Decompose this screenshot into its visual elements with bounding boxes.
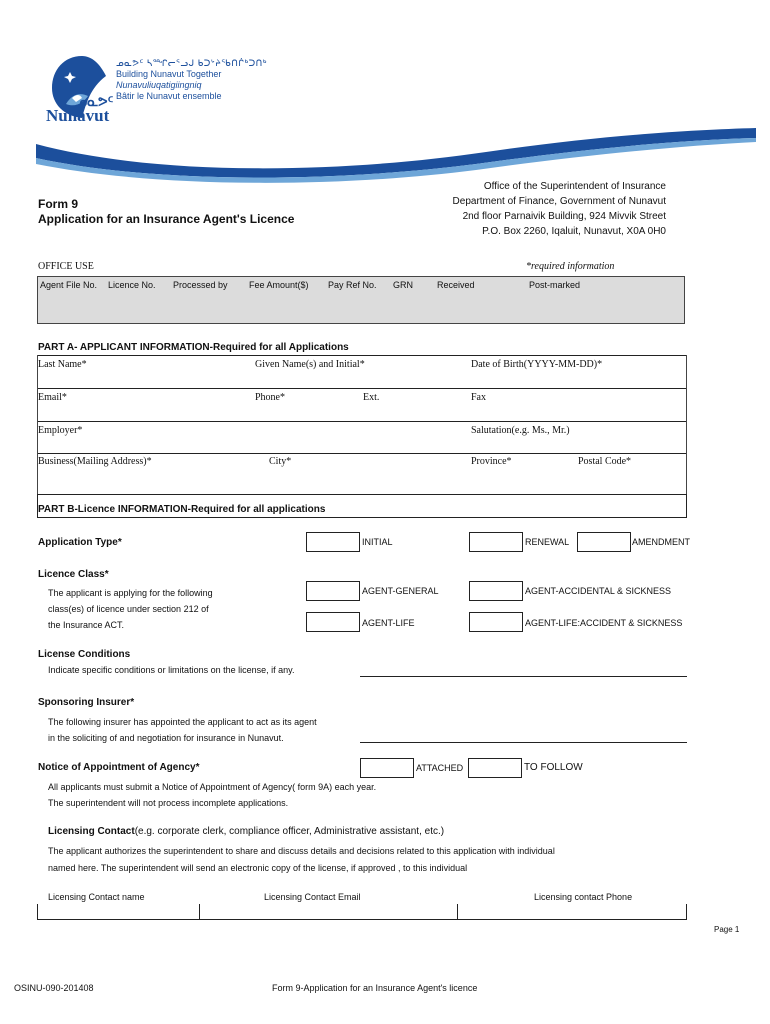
renewal-checkbox[interactable]	[469, 532, 523, 552]
postal-code-field[interactable]: Postal Code*	[578, 456, 632, 467]
office-address	[453, 179, 666, 239]
logo-line-en: Building Nunavut Together	[116, 69, 222, 79]
col-agent-file-no: Agent File No.	[40, 280, 98, 290]
office-line-4: P.O. Box 2260, Iqaluit, Nunavut, X0A 0H0	[482, 226, 666, 237]
contact-phone-field[interactable]: Licensing contact Phone	[534, 892, 633, 902]
licence-conditions-desc: Indicate specific conditions or limitations on the license, if any.	[48, 665, 295, 675]
initial-checkbox[interactable]	[306, 532, 360, 552]
part-b-right-rule	[686, 494, 687, 518]
logo-wordmark: Nunavut	[46, 106, 110, 125]
fax-field[interactable]: Fax	[471, 392, 486, 403]
licensing-contact-desc-1: The applicant authorizes the superintendent to share and discuss details and decisions related to this application with individual	[48, 846, 555, 856]
col-post-marked: Post-marked	[529, 280, 581, 290]
attached-label: ATTACHED	[416, 763, 464, 773]
renewal-label: RENEWAL	[525, 537, 570, 547]
to-follow-label: TO FOLLOW	[524, 762, 583, 773]
nunavut-logo	[36, 52, 756, 182]
part-b-title: PART B-Licence INFORMATION-Required for all applications	[38, 504, 326, 515]
province-field[interactable]: Province*	[471, 456, 512, 467]
agent-life-acc-label: AGENT-LIFE:ACCIDENT & SICKNESS	[525, 618, 683, 628]
phone-field[interactable]: Phone*	[255, 392, 285, 403]
col-licence-no: Licence No.	[108, 280, 156, 290]
sponsoring-insurer-input-line[interactable]	[360, 742, 687, 743]
contact-left-rule	[37, 904, 38, 920]
part-b-left-rule	[37, 494, 38, 518]
contact-email-field[interactable]: Licensing Contact Email	[264, 892, 361, 902]
ext-field[interactable]: Ext.	[363, 392, 380, 403]
sponsoring-insurer-desc-1: The following insurer has appointed the applicant to act as its agent	[48, 717, 317, 727]
salutation-field[interactable]: Salutation(e.g. Ms., Mr.)	[471, 425, 570, 436]
agent-life-label: AGENT-LIFE	[362, 618, 415, 628]
notice-label: Notice of Appointment of Agency*	[38, 762, 200, 773]
sponsoring-insurer-label: Sponsoring Insurer*	[38, 697, 135, 708]
logo-syllabics: ᓄᓇᕗᑦ ᓴᙱᓕᕐᓗᒍ ᑲᑐᔾᔨᖃᑎᒌᒃᑐᑎᒃ	[116, 58, 267, 68]
contact-name-field[interactable]: Licensing Contact name	[48, 892, 145, 902]
required-note: *required information	[526, 261, 615, 272]
applicant-info-grid	[37, 355, 687, 495]
licensing-contact-label: Licensing Contact	[48, 826, 135, 837]
form-title: Application for an Insurance Agent's Licence	[38, 212, 295, 226]
notice-desc-2: The superintendent will not process incomplete applications.	[48, 798, 289, 808]
employer-field[interactable]: Employer*	[38, 425, 83, 436]
col-grn: GRN	[393, 280, 413, 290]
email-field[interactable]: Email*	[38, 392, 67, 403]
col-processed-by: Processed by	[173, 280, 228, 290]
office-use-table	[37, 276, 685, 324]
contact-divider-1	[199, 904, 200, 920]
contact-right-rule	[686, 904, 687, 920]
notice-desc	[48, 779, 376, 811]
licence-conditions-input-line[interactable]	[360, 676, 687, 677]
form-code: OSINU-090-201408	[14, 983, 94, 993]
office-line-3: 2nd floor Parnaivik Building, 924 Mivvik Street	[462, 211, 666, 222]
contact-divider-2	[457, 904, 458, 920]
agent-general-checkbox[interactable]	[306, 581, 360, 601]
agent-acc-sick-label: AGENT-ACCIDENTAL & SICKNESS	[525, 586, 672, 596]
form-number: Form 9	[38, 197, 79, 211]
city-field[interactable]: City*	[269, 456, 292, 467]
col-pay-ref-no: Pay Ref No.	[328, 280, 377, 290]
logo-line-iu: Nunavuliuqatigiingniq	[116, 80, 202, 90]
sponsoring-insurer-desc	[48, 714, 317, 746]
page-number: Page 1	[714, 925, 740, 934]
col-received: Received	[437, 280, 475, 290]
col-fee-amount: Fee Amount($)	[249, 280, 309, 290]
agent-acc-sick-checkbox[interactable]	[469, 581, 523, 601]
agent-life-acc-checkbox[interactable]	[469, 612, 523, 632]
agent-life-checkbox[interactable]	[306, 612, 360, 632]
initial-label: INITIAL	[362, 537, 393, 547]
to-follow-checkbox[interactable]	[468, 758, 522, 778]
part-a-title: PART A- APPLICANT INFORMATION-Required for all Applications	[38, 342, 349, 353]
licence-class-label: Licence Class*	[38, 569, 109, 580]
given-names-field[interactable]: Given Name(s) and Initial*	[255, 359, 365, 370]
notice-desc-1: All applicants must submit a Notice of Appointment of Agency( form 9A) each year.	[48, 782, 377, 792]
application-type-label: Application Type*	[38, 537, 122, 548]
amendment-checkbox[interactable]	[577, 532, 631, 552]
office-line-1: Office of the Superintendent of Insurance	[483, 181, 666, 192]
agent-general-label: AGENT-GENERAL	[362, 586, 439, 596]
licensing-contact-desc-2: named here. The superintendent will send an electronic copy of the license, if approved , to this individual	[48, 863, 468, 873]
blue-swoosh-icon	[36, 124, 756, 184]
licence-conditions-label: License Conditions	[38, 649, 131, 660]
licence-class-desc-1: The applicant is applying for the following	[48, 588, 213, 598]
dob-field[interactable]: Date of Birth(YYYY-MM-DD)*	[471, 359, 603, 370]
part-b-rule	[37, 517, 687, 518]
logo-wordmark-syllabics: ᓄᓇᕗᑦ	[76, 94, 114, 109]
last-name-field[interactable]: Last Name*	[38, 359, 87, 370]
attached-checkbox[interactable]	[360, 758, 414, 778]
licensing-contact-label-rest: (e.g. corporate clerk, compliance officer, Administrative assistant, etc.)	[134, 826, 445, 837]
footer-title: Form 9-Application for an Insurance Agent's licence	[272, 983, 478, 993]
licence-class-desc	[48, 585, 213, 633]
office-use-label: OFFICE USE	[38, 261, 94, 272]
licence-class-desc-2: class(es) of licence under section 212 of	[48, 604, 209, 614]
licensing-contact-heading	[48, 826, 444, 837]
business-address-field[interactable]: Business(Mailing Address)*	[38, 456, 152, 467]
office-line-2: Department of Finance, Government of Nunavut	[452, 196, 666, 207]
contact-bottom-rule	[37, 919, 687, 920]
sponsoring-insurer-desc-2: in the soliciting of and negotiation for insurance in Nunavut.	[48, 733, 284, 743]
logo-line-fr: Bâtir le Nunavut ensemble	[116, 91, 222, 101]
amendment-label: AMENDMENT	[632, 537, 690, 547]
licence-class-desc-3: the Insurance ACT.	[48, 620, 125, 630]
licensing-contact-desc	[48, 843, 555, 877]
